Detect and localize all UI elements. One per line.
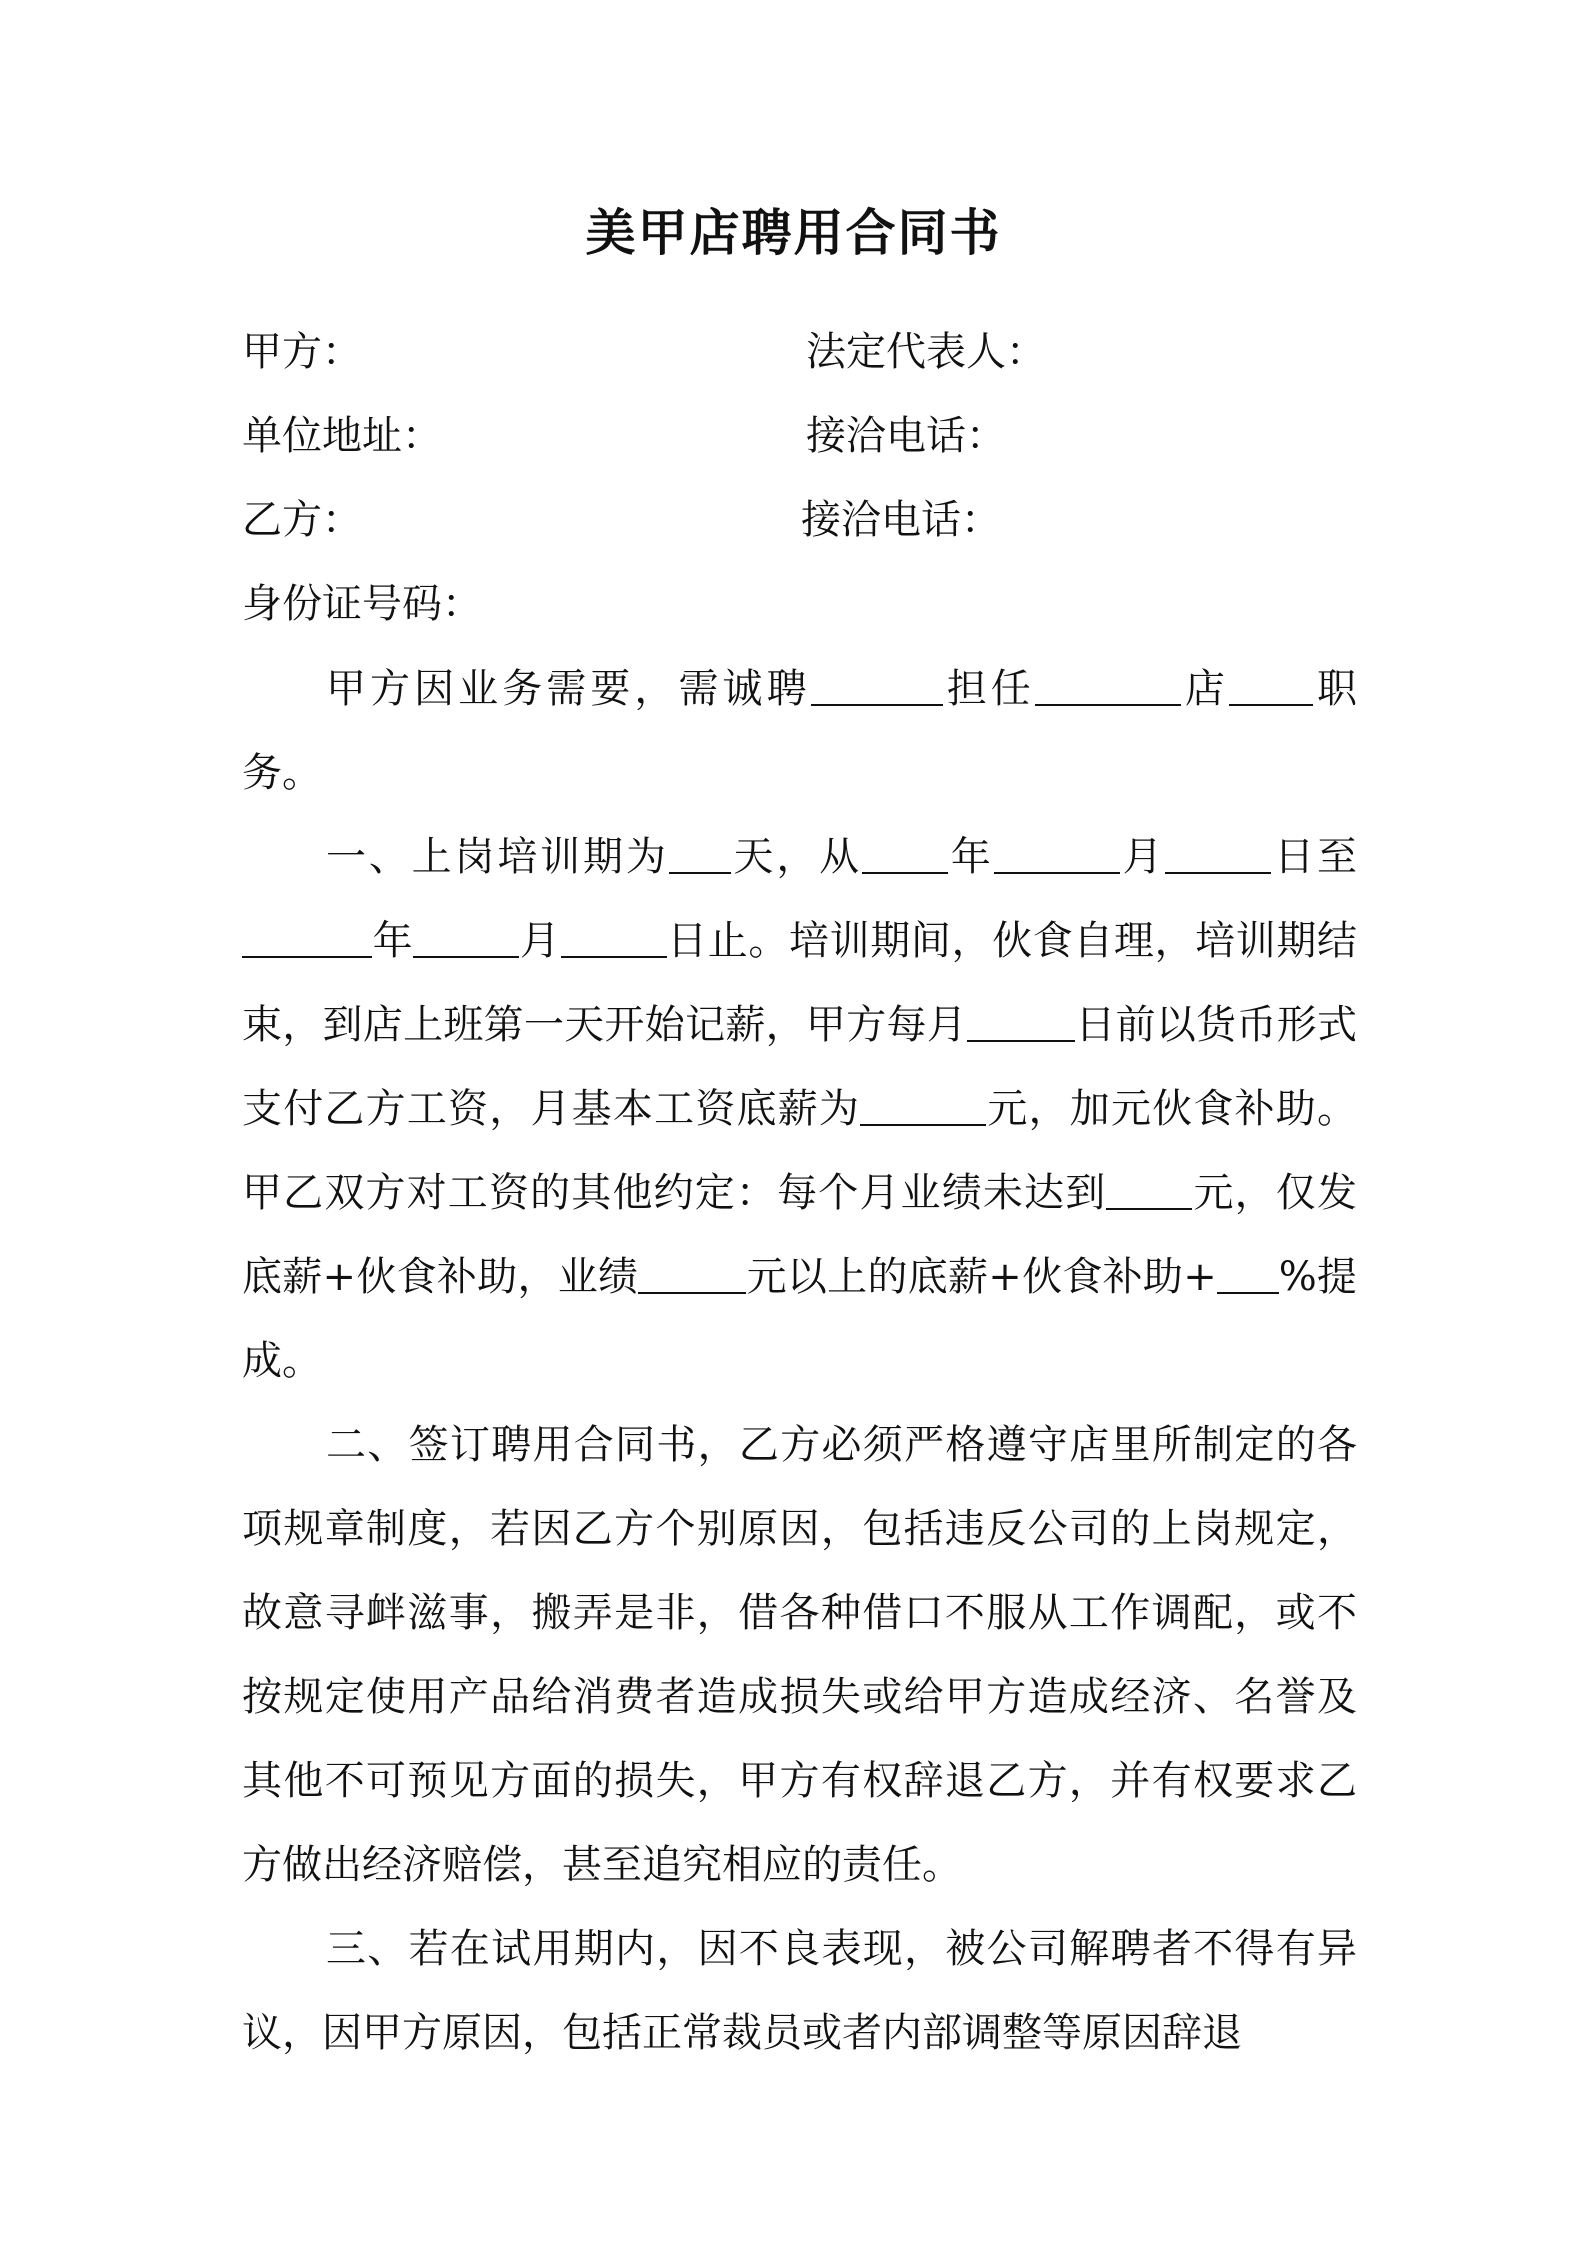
blank-store-name [1035,664,1181,706]
clause1-text-8: 日止。培训期间，伙食自理，培训期结束，到店上班第一天开始记薪，甲方每月 [242,918,1358,1048]
blank-start-year [862,832,948,874]
document-title: 美甲店聘用合同书 [585,204,1002,262]
clause1-text-3: 年 [948,834,994,880]
clause1-text-9: 日前以货币形式支付乙方工资，月基本工资底薪为 [242,1002,1358,1132]
contact-phone-b-label: 接洽电话： [801,497,1001,543]
clause1-text-12: 元以上的底薪+伙食补助+ [746,1254,1217,1300]
intro-text-3: 店 [1180,666,1229,712]
clause1-text-7: 月 [519,918,561,964]
party-b-label: 乙方： [242,497,362,543]
clause1-text-5: 日至 [1271,834,1358,880]
blank-end-month [413,916,519,958]
blank-end-year [242,916,372,958]
intro-paragraph [242,647,1357,815]
party-a-label: 甲方： [242,329,362,375]
intro-text-2: 担任 [942,666,1035,712]
blank-start-month [994,832,1120,874]
blank-commission-percent [1217,1252,1279,1294]
clause1-text-1: 一、上岗培训期为 [326,834,669,880]
unit-address-label: 单位地址： [242,413,442,459]
contract-body [242,647,1357,2075]
intro-text-4: 职务。 [242,666,1358,796]
clause1-text-13: %提成。 [242,1254,1358,1384]
blank-training-days [669,832,731,874]
clause1-text-2: 天，从 [730,834,863,880]
blank-employee-name [811,664,943,706]
clause1-text-4: 月 [1119,834,1166,880]
blank-start-day [1165,832,1271,874]
clause1-text-10: 元，加元伙食补助。甲乙双方对工资的其他约定：每个月业绩未达到 [242,1086,1357,1216]
clause1-text-11: 元，仅发底薪+伙食补助，业绩 [242,1170,1357,1300]
legal-rep-label: 法定代表人： [806,329,1046,375]
blank-sales-target [638,1252,746,1294]
intro-text-1: 甲方因业务需要，需诚聘 [326,666,811,712]
clause-3-paragraph: 三、若在试用期内，因不良表现，被公司解聘者不得有异议，因甲方原因，包括正常裁员或者内部调整等原因辞退 [242,1926,1357,2056]
clause-1-paragraph [242,815,1357,1403]
blank-sales-threshold [1106,1168,1192,1210]
clause1-text-6: 年 [372,918,414,964]
blank-base-salary [860,1084,986,1126]
id-number-label: 身份证号码： [242,581,482,627]
clause-2-paragraph: 二、签订聘用合同书，乙方必须严格遵守店里所制定的各项规章制度，若因乙方个别原因，包括违反公司的上岗规定，故意寻衅滋事，搬弄是非，借各种借口不服从工作调配，或不按规定使用产品给消费者造成损失或给甲方造成经济、名誉及其他不可预见方面的损失，甲方有权辞退乙方，并有权要求乙方做出经济赔偿，甚至追究相应的责任。 [242,1422,1357,1888]
contact-phone-a-label: 接洽电话： [806,413,1006,459]
blank-pay-day [967,1000,1075,1042]
blank-end-day [561,916,667,958]
blank-position [1229,664,1313,706]
